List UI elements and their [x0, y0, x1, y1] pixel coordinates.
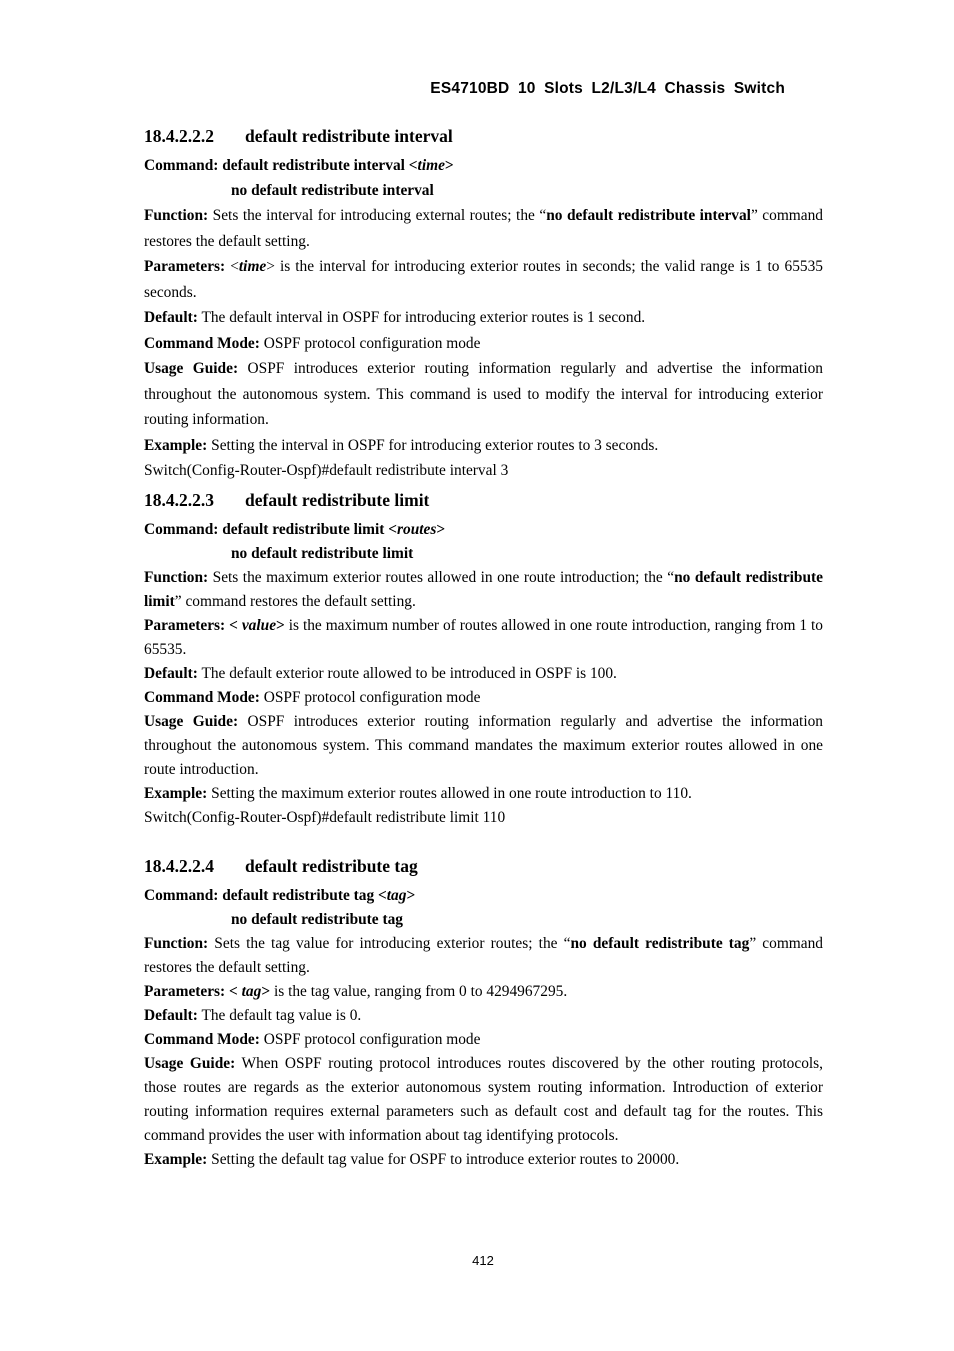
- section-gap: [144, 830, 823, 852]
- command-label: Command:: [144, 157, 219, 174]
- command-end: >: [444, 157, 454, 174]
- command-label: Command:: [144, 886, 219, 904]
- command-syntax: [144, 154, 823, 179]
- example-paragraph: [144, 782, 823, 806]
- no-command-syntax: no default redistribute interval: [231, 181, 434, 199]
- section-number: 18.4.2.2.3: [144, 489, 214, 510]
- parameters-paragraph: [144, 980, 823, 1004]
- parameters-text: > is the interval for introducing exterior routes in seconds; the valid range is 1 to 65535 seconds.: [144, 258, 823, 301]
- function-text: Sets the interval for introducing external routes; the “: [212, 207, 547, 224]
- default-label: Default:: [144, 309, 198, 326]
- parameters-gt: >: [261, 982, 271, 1000]
- mode-text: OSPF protocol configuration mode: [263, 1030, 481, 1048]
- section-heading: [144, 122, 823, 150]
- command-label: Command:: [144, 520, 219, 538]
- example-text: Setting the maximum exterior routes allowed in one route introduction to 110.: [211, 784, 692, 802]
- command-end: >: [436, 520, 446, 538]
- section-number: 18.4.2.2.2: [144, 126, 214, 146]
- parameters-text: is the maximum number of routes allowed in one route introduction, ranging from 1 to 65535.: [144, 616, 823, 658]
- command-syntax: [144, 518, 823, 542]
- default-label: Default:: [144, 664, 198, 682]
- function-text: Sets the tag value for introducing exterior routes; the “: [214, 934, 571, 952]
- parameters-param: tag: [241, 982, 262, 1000]
- mode-label: Command Mode:: [144, 334, 260, 352]
- default-paragraph: [144, 305, 823, 331]
- command-param: routes: [397, 520, 437, 538]
- mode-paragraph: [144, 686, 823, 710]
- usage-label: Usage Guide:: [144, 360, 239, 377]
- parameters-param: value: [241, 616, 277, 634]
- mode-paragraph: [144, 331, 823, 357]
- parameters-label: Parameters: <: [144, 982, 238, 1000]
- default-label: Default:: [144, 1006, 198, 1024]
- function-label: Function:: [144, 934, 209, 952]
- section-heading: [144, 852, 823, 880]
- section-default-redistribute-tag: [144, 852, 823, 1172]
- default-paragraph: [144, 662, 823, 686]
- running-header: ES4710BD 10 Slots L2/L3/L4 Chassis Switch: [430, 80, 785, 97]
- parameters-param: time: [238, 258, 267, 275]
- command-text: default redistribute tag <: [222, 886, 387, 904]
- mode-text: OSPF protocol configuration mode: [263, 688, 481, 706]
- command-text: default redistribute interval <: [222, 157, 418, 174]
- no-command-syntax: no default redistribute tag: [231, 910, 404, 928]
- function-paragraph: [144, 932, 823, 980]
- section-default-redistribute-limit: [144, 486, 823, 830]
- section-number: 18.4.2.2.4: [144, 855, 214, 876]
- parameters-lt: <: [230, 258, 239, 275]
- mode-paragraph: [144, 1028, 823, 1052]
- parameters-label: Parameters: <: [144, 616, 238, 634]
- default-text: The default interval in OSPF for introducing exterior routes is 1 second.: [201, 309, 646, 326]
- example-code: Switch(Config-Router-Ospf)#default redistribute limit 110: [144, 808, 506, 826]
- function-text-end: ” command restores the default setting.: [174, 592, 416, 610]
- command-param: time: [417, 157, 445, 174]
- section-default-redistribute-interval: [144, 122, 823, 484]
- mode-label: Command Mode:: [144, 1030, 260, 1048]
- mode-label: Command Mode:: [144, 688, 260, 706]
- function-text-end: ” command restores the default setting.: [144, 934, 823, 976]
- section-title: default redistribute interval: [245, 126, 453, 146]
- example-text: Setting the default tag value for OSPF to introduce exterior routes to 20000.: [211, 1150, 680, 1168]
- mode-text: OSPF protocol configuration mode: [263, 334, 481, 352]
- command-end: >: [406, 886, 416, 904]
- usage-label: Usage Guide:: [144, 1054, 236, 1072]
- section-title: default redistribute tag: [245, 855, 418, 876]
- parameters-paragraph: [144, 614, 823, 662]
- example-label: Example:: [144, 784, 208, 802]
- parameters-label: Parameters:: [144, 258, 226, 275]
- usage-text: When OSPF routing protocol introduces routes discovered by the other routing protocols, those routes are regards as the exterior autonomous system routing information. Introduction of exterior routing information requires external parameters such as default cost and default tag for the routes. This command provides the user with information about tag identifying protocols.: [144, 1054, 824, 1144]
- no-command-syntax: no default redistribute limit: [231, 544, 414, 562]
- default-text: The default tag value is 0.: [201, 1006, 362, 1024]
- function-bold: no default redistribute interval: [546, 207, 751, 224]
- default-text: The default exterior route allowed to be introduced in OSPF is 100.: [201, 664, 617, 682]
- section-title: default redistribute limit: [245, 489, 430, 510]
- example-label: Example:: [144, 436, 208, 454]
- usage-text: OSPF introduces exterior routing information regularly and advertise the information throughout the autonomous system. This command mandates the maximum exterior routes allowed in one route introduction.: [144, 712, 824, 778]
- command-syntax: [144, 884, 823, 908]
- command-param: tag: [386, 886, 407, 904]
- usage-text: OSPF introduces exterior routing information regularly and advertise the information throughout the autonomous system. This command is used to modify the interval for introducing exterior routing information.: [144, 360, 824, 428]
- function-paragraph: [144, 203, 823, 254]
- function-paragraph: [144, 566, 823, 614]
- page-number: 412: [472, 1253, 494, 1268]
- parameters-gt: >: [276, 616, 285, 634]
- section-heading: [144, 486, 823, 514]
- default-paragraph: [144, 1004, 823, 1028]
- function-text: Sets the maximum exterior routes allowed in one route introduction; the “: [212, 568, 675, 586]
- parameters-paragraph: [144, 254, 823, 305]
- example-label: Example:: [144, 1150, 208, 1168]
- function-text-end: ” command restores the default setting.: [144, 207, 823, 250]
- function-bold: no default redistribute limit: [144, 568, 824, 610]
- usage-paragraph: [144, 356, 823, 433]
- example-paragraph: [144, 1148, 823, 1172]
- function-bold: no default redistribute tag: [570, 934, 750, 952]
- function-label: Function:: [144, 207, 209, 224]
- usage-paragraph: [144, 710, 823, 782]
- usage-paragraph: [144, 1052, 823, 1148]
- usage-label: Usage Guide:: [144, 712, 239, 730]
- parameters-text: is the tag value, ranging from 0 to 4294967295.: [270, 982, 568, 1000]
- function-label: Function:: [144, 568, 209, 586]
- command-text: default redistribute limit <: [222, 520, 398, 538]
- example-text: Setting the interval in OSPF for introducing exterior routes to 3 seconds.: [211, 436, 659, 454]
- example-paragraph: [144, 433, 823, 459]
- page-content: [144, 122, 823, 1172]
- example-code: Switch(Config-Router-Ospf)#default redistribute interval 3: [144, 462, 509, 479]
